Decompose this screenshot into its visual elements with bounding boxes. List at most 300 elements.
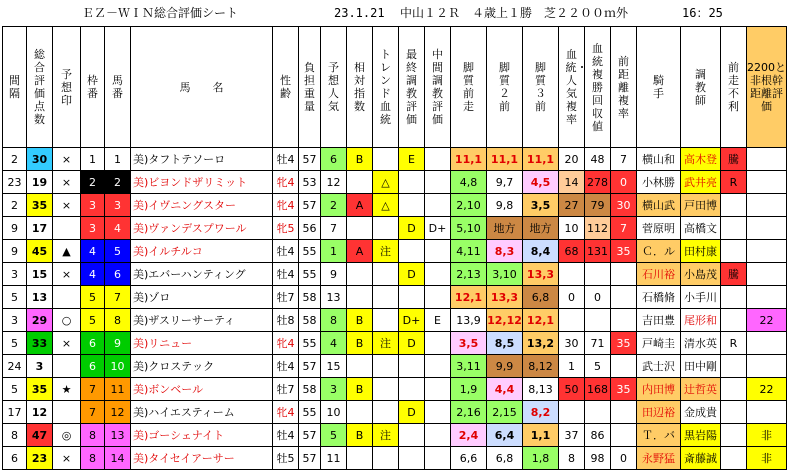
weight-cell: 57 xyxy=(299,194,321,217)
distance-rate-cell xyxy=(611,286,637,309)
popularity-cell: 12 xyxy=(321,171,347,194)
recovery-cell: 48 xyxy=(585,148,611,171)
style-2nd-cell: 13,3 xyxy=(487,286,523,309)
interval-cell: 8 xyxy=(3,424,27,447)
table-row xyxy=(3,401,787,424)
trend-cell: 注 xyxy=(373,240,399,263)
index-cell xyxy=(347,447,373,470)
column-header xyxy=(451,27,487,148)
distance-eval-cell: 22 xyxy=(747,309,787,332)
blood-rate-cell: 27 xyxy=(559,194,585,217)
mark-cell: × xyxy=(53,332,81,355)
blood-rate-cell xyxy=(559,263,585,286)
table-row xyxy=(3,217,787,240)
column-header-label: 最終調教評価 xyxy=(406,48,417,126)
trend-cell: 注 xyxy=(373,332,399,355)
mark-cell xyxy=(53,286,81,309)
trend-cell xyxy=(373,263,399,286)
disadvantage-cell: R xyxy=(721,171,747,194)
column-header xyxy=(81,27,105,148)
final-training-cell: D+ xyxy=(399,309,425,332)
column-header xyxy=(611,27,637,148)
column-header-label: 馬番 xyxy=(112,74,123,100)
blood-rate-cell: 50 xyxy=(559,378,585,401)
column-header xyxy=(721,27,747,148)
column-header xyxy=(681,27,721,148)
column-header xyxy=(53,27,81,148)
popularity-cell: 11 xyxy=(321,447,347,470)
horse-number-cell: 14 xyxy=(105,447,131,470)
distance-rate-cell xyxy=(611,424,637,447)
horse-name-cell: 美)タフトテソーロ xyxy=(131,148,273,171)
recovery-cell xyxy=(585,401,611,424)
mid-training-cell xyxy=(425,263,451,286)
mark-cell: ○ xyxy=(53,309,81,332)
jockey-cell: 永野猛 xyxy=(637,447,681,470)
recovery-cell: 71 xyxy=(585,332,611,355)
distance-eval-cell xyxy=(747,240,787,263)
column-header xyxy=(373,27,399,148)
popularity-cell: 6 xyxy=(321,148,347,171)
disadvantage-cell xyxy=(721,355,747,378)
distance-rate-cell xyxy=(611,309,637,332)
style-2nd-cell: 8,3 xyxy=(487,240,523,263)
interval-cell: 23 xyxy=(3,171,27,194)
horse-name-cell: 美)タイセイアーサー xyxy=(131,447,273,470)
style-last-cell: 1,9 xyxy=(451,378,487,401)
style-last-cell: 4,11 xyxy=(451,240,487,263)
table-row xyxy=(3,240,787,263)
mid-training-cell xyxy=(425,401,451,424)
index-cell xyxy=(347,171,373,194)
sex-age-cell: 牡8 xyxy=(273,309,299,332)
horse-number-cell: 12 xyxy=(105,401,131,424)
distance-eval-cell: 22 xyxy=(747,378,787,401)
final-training-cell xyxy=(399,286,425,309)
horse-number-cell: 3 xyxy=(105,194,131,217)
column-header xyxy=(105,27,131,148)
table-row xyxy=(3,148,787,171)
style-2nd-cell: 9,9 xyxy=(487,355,523,378)
style-2nd-cell: 8,5 xyxy=(487,332,523,355)
horse-number-cell: 9 xyxy=(105,332,131,355)
column-header-label: 脚質２前 xyxy=(499,61,510,113)
weight-cell: 55 xyxy=(299,401,321,424)
column-header-label: 2200と非根幹距離評価 xyxy=(747,61,786,113)
interval-cell: 2 xyxy=(3,194,27,217)
index-cell xyxy=(347,217,373,240)
weight-cell: 57 xyxy=(299,424,321,447)
horse-name-cell: 美)クロステック xyxy=(131,355,273,378)
score-cell: 30 xyxy=(27,148,53,171)
column-header-label: 予想印 xyxy=(61,67,72,107)
trainer-cell: 斎藤誠 xyxy=(681,447,721,470)
sex-age-cell: 牝5 xyxy=(273,217,299,240)
style-2nd-cell: 11,1 xyxy=(487,148,523,171)
mid-training-cell: D+ xyxy=(425,217,451,240)
column-header xyxy=(273,27,299,148)
weight-cell: 58 xyxy=(299,286,321,309)
popularity-cell: 5 xyxy=(321,424,347,447)
mid-training-cell xyxy=(425,332,451,355)
style-3rd-cell: 1,8 xyxy=(523,447,559,470)
style-2nd-cell: 6,8 xyxy=(487,447,523,470)
score-cell: 35 xyxy=(27,378,53,401)
column-header-label: トレンド血統 xyxy=(380,48,391,126)
distance-eval-cell xyxy=(747,263,787,286)
column-header xyxy=(299,27,321,148)
style-last-cell: 13,9 xyxy=(451,309,487,332)
column-header xyxy=(487,27,523,148)
mid-training-cell: E xyxy=(425,309,451,332)
distance-rate-cell: 7 xyxy=(611,148,637,171)
score-cell: 23 xyxy=(27,447,53,470)
table-body xyxy=(3,148,787,470)
recovery-cell: 131 xyxy=(585,240,611,263)
disadvantage-cell xyxy=(721,240,747,263)
distance-rate-cell: 7 xyxy=(611,217,637,240)
score-cell: 13 xyxy=(27,286,53,309)
sex-age-cell: 牡4 xyxy=(273,424,299,447)
disadvantage-cell: 騰 xyxy=(721,263,747,286)
column-header-label: 相対指数 xyxy=(354,61,365,113)
style-2nd-cell: 12,12 xyxy=(487,309,523,332)
jockey-cell: 内田博 xyxy=(637,378,681,401)
index-cell: A xyxy=(347,194,373,217)
column-header-label: 負担重量 xyxy=(304,61,315,113)
column-header-label: 血統・人気複率 xyxy=(565,48,588,126)
blood-rate-cell xyxy=(559,401,585,424)
blood-rate-cell: 30 xyxy=(559,332,585,355)
horse-number-cell: 2 xyxy=(105,171,131,194)
score-cell: 47 xyxy=(27,424,53,447)
table-row xyxy=(3,263,787,286)
distance-eval-cell xyxy=(747,332,787,355)
style-3rd-cell: 8,12 xyxy=(523,355,559,378)
table-row xyxy=(3,286,787,309)
trend-cell: 注 xyxy=(373,424,399,447)
weight-cell: 58 xyxy=(299,378,321,401)
score-cell: 3 xyxy=(27,355,53,378)
column-header-label: 性齢 xyxy=(280,74,291,100)
disadvantage-cell xyxy=(721,286,747,309)
mark-cell: ★ xyxy=(53,378,81,401)
style-last-cell: 5,10 xyxy=(451,217,487,240)
score-cell: 19 xyxy=(27,171,53,194)
style-3rd-cell: 11,1 xyxy=(523,148,559,171)
horse-number-cell: 11 xyxy=(105,378,131,401)
style-2nd-cell: 4,4 xyxy=(487,378,523,401)
disadvantage-cell xyxy=(721,447,747,470)
trend-cell xyxy=(373,355,399,378)
column-header-label: 前走不利 xyxy=(728,61,739,113)
mark-cell xyxy=(53,217,81,240)
waku-cell: 3 xyxy=(81,217,105,240)
final-training-cell xyxy=(399,424,425,447)
score-cell: 45 xyxy=(27,240,53,263)
mid-training-cell xyxy=(425,286,451,309)
column-header-label: 総合評価点数 xyxy=(34,48,45,126)
trainer-cell: 尾形和 xyxy=(681,309,721,332)
style-3rd-cell: 6,8 xyxy=(523,286,559,309)
final-training-cell: E xyxy=(399,148,425,171)
horse-number-cell: 10 xyxy=(105,355,131,378)
recovery-cell: 79 xyxy=(585,194,611,217)
column-header xyxy=(747,27,787,148)
popularity-cell: 7 xyxy=(321,217,347,240)
column-header-label: 予想人気 xyxy=(328,61,339,113)
sex-age-cell: 牡4 xyxy=(273,240,299,263)
waku-cell: 5 xyxy=(81,286,105,309)
column-header-label: 騎手 xyxy=(653,74,664,100)
trend-cell xyxy=(373,378,399,401)
distance-rate-cell xyxy=(611,401,637,424)
blood-rate-cell: 14 xyxy=(559,171,585,194)
column-header-label: 枠番 xyxy=(87,74,98,100)
interval-cell: 9 xyxy=(3,217,27,240)
jockey-cell: 田辺裕 xyxy=(637,401,681,424)
horse-name-cell: 美)ゾロ xyxy=(131,286,273,309)
trainer-cell: 金成貴 xyxy=(681,401,721,424)
popularity-cell: 8 xyxy=(321,309,347,332)
table-row xyxy=(3,355,787,378)
style-last-cell: 12,1 xyxy=(451,286,487,309)
distance-rate-cell xyxy=(611,263,637,286)
style-2nd-cell: 9,7 xyxy=(487,171,523,194)
column-header-label: 脚質前走 xyxy=(463,61,474,113)
blood-rate-cell: 20 xyxy=(559,148,585,171)
distance-rate-cell: 35 xyxy=(611,378,637,401)
popularity-cell: 15 xyxy=(321,355,347,378)
index-cell xyxy=(347,286,373,309)
final-training-cell xyxy=(399,194,425,217)
waku-cell: 1 xyxy=(81,148,105,171)
blood-rate-cell: 1 xyxy=(559,355,585,378)
disadvantage-cell xyxy=(721,194,747,217)
style-last-cell: 4,8 xyxy=(451,171,487,194)
sex-age-cell: 牡7 xyxy=(273,378,299,401)
popularity-cell: 9 xyxy=(321,263,347,286)
column-header xyxy=(399,27,425,148)
style-last-cell: 2,4 xyxy=(451,424,487,447)
mid-training-cell xyxy=(425,424,451,447)
waku-cell: 5 xyxy=(81,309,105,332)
recovery-cell: 0 xyxy=(585,286,611,309)
horse-name-cell: 美)イヴニングスター xyxy=(131,194,273,217)
waku-cell: 8 xyxy=(81,424,105,447)
race-date: 23.1.21 xyxy=(334,6,385,20)
horse-name-cell: 美)ハイエスティーム xyxy=(131,401,273,424)
jockey-cell: 戸崎圭 xyxy=(637,332,681,355)
mark-cell xyxy=(53,401,81,424)
score-cell: 12 xyxy=(27,401,53,424)
mark-cell: ◎ xyxy=(53,424,81,447)
interval-cell: 5 xyxy=(3,332,27,355)
horse-number-cell: 13 xyxy=(105,424,131,447)
distance-eval-cell xyxy=(747,217,787,240)
score-cell: 33 xyxy=(27,332,53,355)
horse-number-cell: 4 xyxy=(105,217,131,240)
style-2nd-cell: 2,15 xyxy=(487,401,523,424)
mid-training-cell xyxy=(425,355,451,378)
table-row xyxy=(3,447,787,470)
blood-rate-cell: 37 xyxy=(559,424,585,447)
recovery-cell xyxy=(585,263,611,286)
trainer-cell: 辻哲英 xyxy=(681,378,721,401)
final-training-cell: D xyxy=(399,263,425,286)
score-cell: 15 xyxy=(27,263,53,286)
race-time: 16：25 xyxy=(682,6,723,20)
style-3rd-cell: 3,5 xyxy=(523,194,559,217)
interval-cell: 2 xyxy=(3,148,27,171)
trend-cell xyxy=(373,148,399,171)
sex-age-cell: 牝4 xyxy=(273,194,299,217)
waku-cell: 4 xyxy=(81,240,105,263)
sex-age-cell: 牝4 xyxy=(273,332,299,355)
column-header xyxy=(523,27,559,148)
mid-training-cell xyxy=(425,378,451,401)
index-cell: B xyxy=(347,148,373,171)
trend-cell xyxy=(373,286,399,309)
final-training-cell: D xyxy=(399,217,425,240)
column-header xyxy=(321,27,347,148)
popularity-cell: 4 xyxy=(321,332,347,355)
horse-number-cell: 5 xyxy=(105,240,131,263)
distance-rate-cell: 0 xyxy=(611,171,637,194)
recovery-cell: 5 xyxy=(585,355,611,378)
popularity-cell: 13 xyxy=(321,286,347,309)
trainer-cell: 黒岩陽 xyxy=(681,424,721,447)
horse-name-cell: 美)エバーハンティング xyxy=(131,263,273,286)
mark-cell: × xyxy=(53,171,81,194)
style-3rd-cell: 1,1 xyxy=(523,424,559,447)
weight-cell: 55 xyxy=(299,332,321,355)
interval-cell: 3 xyxy=(3,309,27,332)
style-3rd-cell: 8,13 xyxy=(523,378,559,401)
distance-eval-cell: 非 xyxy=(747,447,787,470)
recovery-cell xyxy=(585,309,611,332)
column-header-label: 血統複勝回収値 xyxy=(592,41,603,133)
trainer-cell: 高橋文 xyxy=(681,217,721,240)
interval-cell: 17 xyxy=(3,401,27,424)
disadvantage-cell: 騰 xyxy=(721,148,747,171)
trend-cell xyxy=(373,401,399,424)
recovery-cell: 168 xyxy=(585,378,611,401)
table-row xyxy=(3,424,787,447)
mark-cell: × xyxy=(53,148,81,171)
sex-age-cell: 牡7 xyxy=(273,286,299,309)
waku-cell: 3 xyxy=(81,194,105,217)
mark-cell: × xyxy=(53,194,81,217)
weight-cell: 57 xyxy=(299,447,321,470)
popularity-cell: 3 xyxy=(321,378,347,401)
column-header xyxy=(347,27,373,148)
blood-rate-cell: 10 xyxy=(559,217,585,240)
column-header xyxy=(425,27,451,148)
jockey-cell: 石橋脩 xyxy=(637,286,681,309)
trainer-cell: 武井亮 xyxy=(681,171,721,194)
column-header xyxy=(585,27,611,148)
popularity-cell: 10 xyxy=(321,401,347,424)
mark-cell: × xyxy=(53,263,81,286)
weight-cell: 56 xyxy=(299,217,321,240)
style-last-cell: 3,5 xyxy=(451,332,487,355)
horse-number-cell: 8 xyxy=(105,309,131,332)
score-cell: 29 xyxy=(27,309,53,332)
sex-age-cell: 牡4 xyxy=(273,263,299,286)
sheet-title-bar xyxy=(82,4,796,22)
trainer-cell: 清水英 xyxy=(681,332,721,355)
interval-cell: 5 xyxy=(3,378,27,401)
final-training-cell xyxy=(399,355,425,378)
mark-cell: ▲ xyxy=(53,240,81,263)
trainer-cell: 小手川 xyxy=(681,286,721,309)
disadvantage-cell xyxy=(721,309,747,332)
index-cell: B xyxy=(347,332,373,355)
horse-number-cell: 7 xyxy=(105,286,131,309)
jockey-cell: 石川裕 xyxy=(637,263,681,286)
style-3rd-cell: 13,3 xyxy=(523,263,559,286)
weight-cell: 58 xyxy=(299,309,321,332)
interval-cell: 5 xyxy=(3,286,27,309)
trainer-cell: 田村康 xyxy=(681,240,721,263)
style-2nd-cell: 地方 xyxy=(487,217,523,240)
mid-training-cell xyxy=(425,148,451,171)
sex-age-cell: 牡4 xyxy=(273,355,299,378)
sex-age-cell: 牡5 xyxy=(273,447,299,470)
interval-cell: 3 xyxy=(3,263,27,286)
trainer-cell: 高木登 xyxy=(681,148,721,171)
index-cell xyxy=(347,401,373,424)
mid-training-cell xyxy=(425,240,451,263)
column-header xyxy=(559,27,588,148)
distance-eval-cell: 非 xyxy=(747,424,787,447)
distance-eval-cell xyxy=(747,171,787,194)
style-3rd-cell: 4,5 xyxy=(523,171,559,194)
style-3rd-cell: 13,2 xyxy=(523,332,559,355)
column-header-label: 調教師 xyxy=(695,67,706,107)
style-last-cell: 11,1 xyxy=(451,148,487,171)
jockey-cell: 横山和 xyxy=(637,148,681,171)
horse-name-cell: 美)イルチルコ xyxy=(131,240,273,263)
disadvantage-cell xyxy=(721,217,747,240)
blood-rate-cell xyxy=(559,309,585,332)
distance-rate-cell: 35 xyxy=(611,332,637,355)
trend-cell: △ xyxy=(373,171,399,194)
table-row xyxy=(3,171,787,194)
disadvantage-cell xyxy=(721,401,747,424)
trend-cell: △ xyxy=(373,194,399,217)
style-3rd-cell: 8,2 xyxy=(523,401,559,424)
jockey-cell: 菅原明 xyxy=(637,217,681,240)
distance-rate-cell: 35 xyxy=(611,240,637,263)
horse-name-cell: 美)ボンベール xyxy=(131,378,273,401)
column-header-label: 前距離複率 xyxy=(618,54,629,120)
waku-cell: 6 xyxy=(81,332,105,355)
index-cell: B xyxy=(347,378,373,401)
distance-eval-cell xyxy=(747,148,787,171)
mid-training-cell xyxy=(425,194,451,217)
index-cell: B xyxy=(347,309,373,332)
interval-cell: 9 xyxy=(3,240,27,263)
trend-cell xyxy=(373,309,399,332)
blood-rate-cell: 8 xyxy=(559,447,585,470)
waku-cell: 8 xyxy=(81,447,105,470)
style-2nd-cell: 9,8 xyxy=(487,194,523,217)
interval-cell: 24 xyxy=(3,355,27,378)
weight-cell: 57 xyxy=(299,355,321,378)
style-2nd-cell: 6,4 xyxy=(487,424,523,447)
